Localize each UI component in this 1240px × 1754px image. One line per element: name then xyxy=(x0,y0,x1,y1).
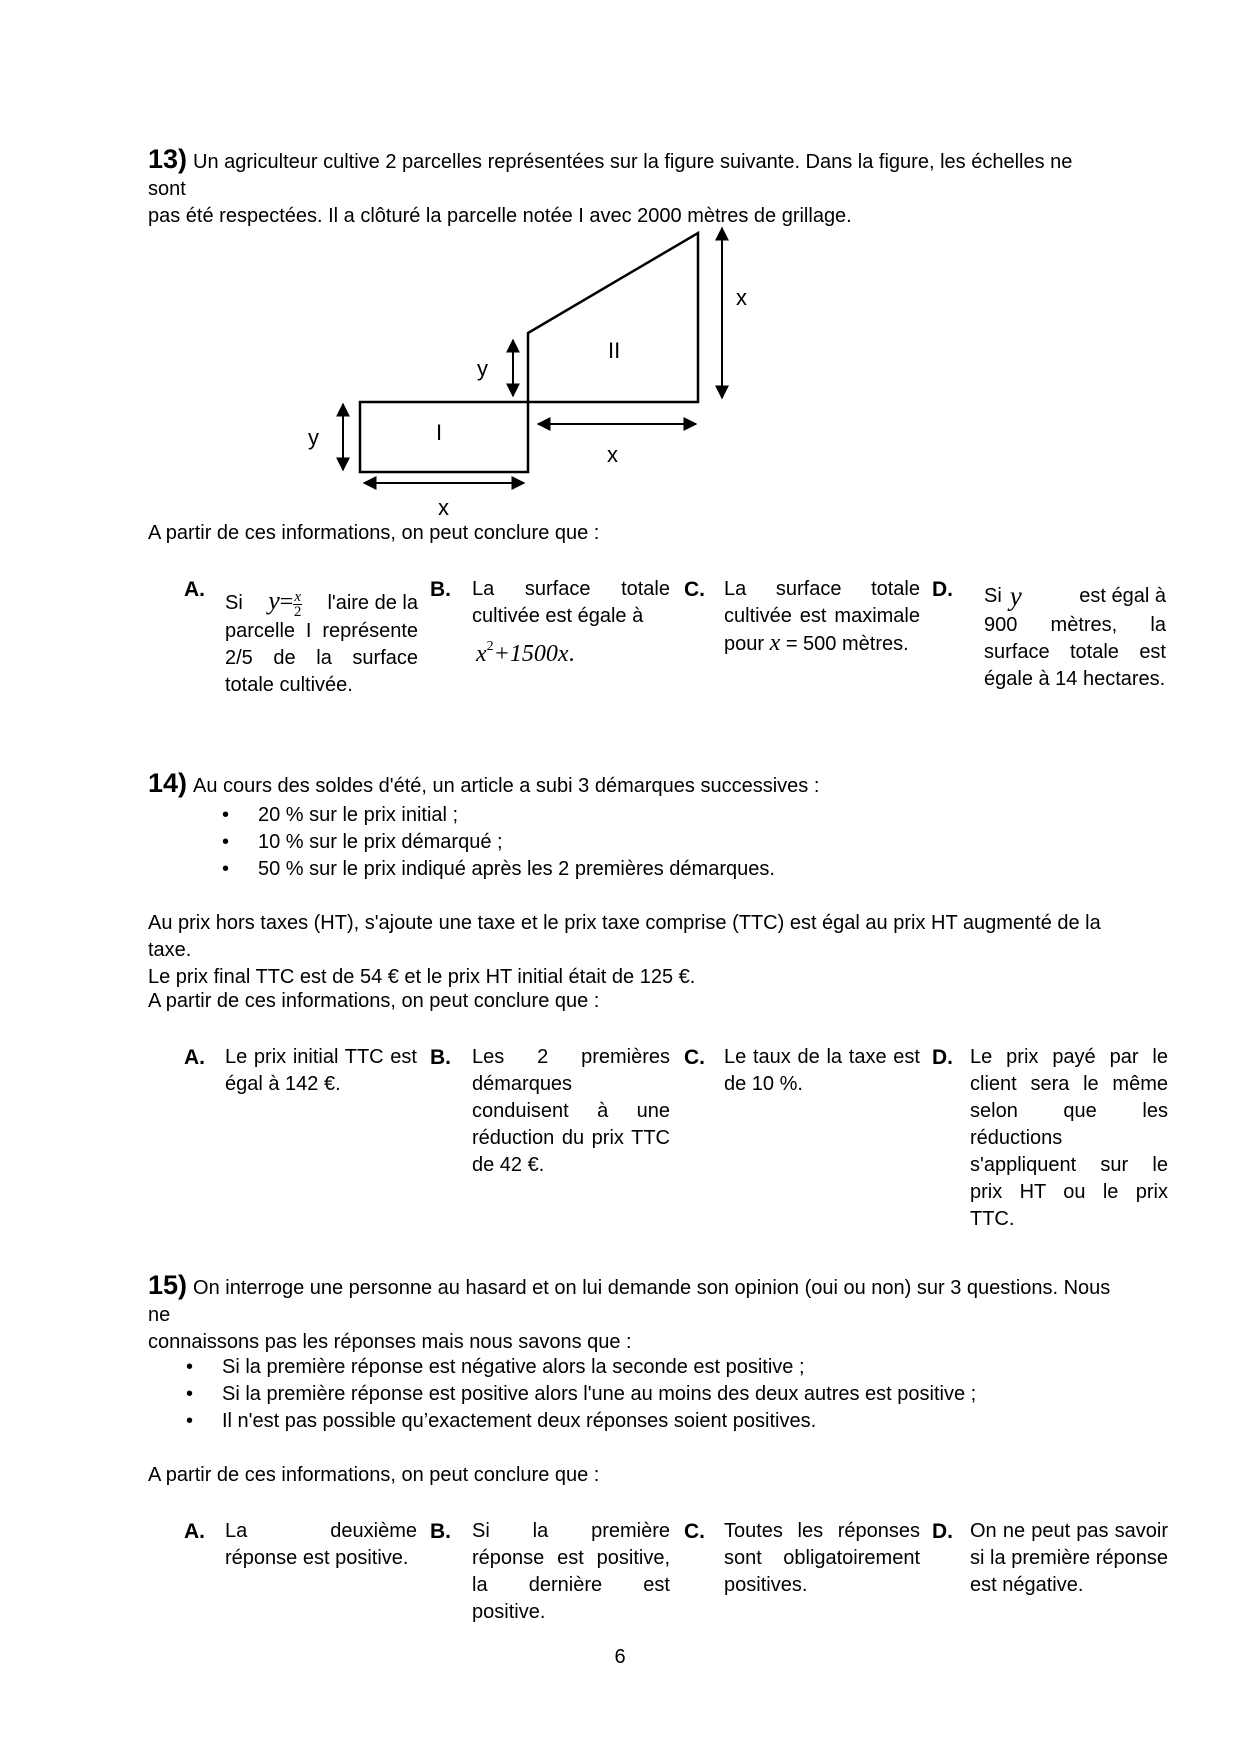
q15-bullet: • Si la première réponse est négative alors la seconde est positive ; xyxy=(186,1356,805,1378)
q14-bullet: • 10 % sur le prix démarqué ; xyxy=(222,831,503,853)
q14-bullet: • 50 % sur le prix indiqué après les 2 premières démarques. xyxy=(222,858,775,880)
q15-option-a[interactable]: La deuxième réponse est positive. xyxy=(225,1520,417,1569)
q13-option-d[interactable]: Si y est égal à 900 mètres, la surface totale est égale à 14 hectares. xyxy=(984,580,1166,690)
q15-line-1: 15) On interroge une personne au hasard et on lui demande son opinion (oui ou non) sur 3 questions. Nous ne xyxy=(148,1270,1111,1326)
q14-number: 14) xyxy=(148,768,188,798)
q15-bullet: • Si la première réponse est positive alors l'une au moins des deux autres est positive ; xyxy=(186,1383,977,1405)
q14-option-c-letter: C. xyxy=(684,1046,705,1069)
q14-option-d-letter: D. xyxy=(932,1046,953,1069)
q15-line-2: connaissons pas les réponses mais nous savons que : xyxy=(148,1331,632,1353)
q13-option-b[interactable]: La surface totale cultivée est égale à $x^2+1500x$. xyxy=(472,576,670,671)
label-y-step: y xyxy=(477,356,488,381)
q15-option-d-letter: D. xyxy=(932,1520,953,1543)
q14-conclude: A partir de ces informations, on peut conclure que : xyxy=(148,990,600,1012)
q15-conclude: A partir de ces informations, on peut conclure que : xyxy=(148,1464,600,1486)
q14-bullet: • 20 % sur le prix initial ; xyxy=(222,804,459,826)
page-number: 6 xyxy=(614,1646,626,1668)
q14-option-d[interactable]: Le prix payé par le client sera le même selon que les réductions s'appliquent sur le prix HT ou le prix TTC. xyxy=(970,1046,1168,1230)
q13-line-1: 13) Un agriculteur cultive 2 parcelles représentées sur la figure suivante. Dans la figure, les échelles ne sont xyxy=(148,144,1073,200)
q14-intro: 14) Au cours des soldes d'été, un article a subi 3 démarques successives : xyxy=(148,768,820,798)
fraction-x-over-2: $\frac{x}{2}$ xyxy=(293,588,302,620)
label-x-bottom: x xyxy=(438,495,449,520)
q13-option-a-letter: A. xyxy=(184,578,205,601)
q13-number: 13) xyxy=(148,144,188,174)
q15-statement xyxy=(148,1272,1128,1356)
q14-option-b[interactable]: Les 2 premières démarques conduisent à une réduction du prix TTC de 42 €. xyxy=(472,1046,670,1176)
q13-option-a[interactable]: Si y= $\frac{x}{2}$ l'aire de la parcelle I représente 2/5 de la surface totale cultivée. xyxy=(225,586,418,696)
q13-option-b-letter: B. xyxy=(430,578,451,601)
q15-bullet-list xyxy=(186,1354,977,1435)
q14-bullet-list xyxy=(222,802,775,883)
parcel-2-trapezoid xyxy=(528,233,698,402)
q15-bullet: • Il n'est pas possible qu’exactement deux réponses soient positives. xyxy=(186,1410,817,1432)
q13-figure xyxy=(0,0,1240,540)
q13-option-d-letter: D. xyxy=(932,578,953,601)
q14-tax-paragraph: Au prix hors taxes (HT), s'ajoute une taxe et le prix taxe comprise (TTC) est égal au prix HT augmenté de la taxe. Le prix final TTC est de 54 € et le prix HT initial était de 125 €. xyxy=(148,912,1101,988)
parcel-1-rect xyxy=(360,402,528,472)
q13-option-c-letter: C. xyxy=(684,578,705,601)
q14-option-a[interactable]: Le prix initial TTC est égal à 142 €. xyxy=(225,1046,417,1095)
q14-option-c[interactable]: Le taux de la taxe est de 10 %. xyxy=(724,1046,920,1095)
q15-option-a-letter: A. xyxy=(184,1520,205,1543)
label-parcel-1: I xyxy=(436,420,443,445)
q15-number: 15) xyxy=(148,1270,188,1300)
q15-option-b[interactable]: Si la première réponse est positive, la dernière est positive. xyxy=(472,1520,670,1623)
q15-option-d[interactable]: On ne peut pas savoir si la première réponse est négative. xyxy=(970,1520,1168,1596)
label-parcel-2: II xyxy=(608,338,621,363)
q14-option-a-letter: A. xyxy=(184,1046,205,1069)
q15-option-c-letter: C. xyxy=(684,1520,705,1543)
formula-x2-1500x: $x^2+1500x$. xyxy=(476,639,575,667)
q13-conclude: A partir de ces informations, on peut conclure que : xyxy=(148,522,600,544)
label-x-right: x xyxy=(607,442,618,467)
q13-line-2: pas été respectées. Il a clôturé la parcelle notée I avec 2000 mètres de grillage. xyxy=(148,205,852,227)
label-x-top: x xyxy=(736,285,747,310)
q15-option-b-letter: B. xyxy=(430,1520,451,1543)
q13-option-c[interactable]: La surface totale cultivée est maximale pour x = 500 mètres. xyxy=(724,578,920,656)
q15-option-c[interactable]: Toutes les réponses sont obligatoirement positives. xyxy=(724,1520,920,1596)
q14-option-b-letter: B. xyxy=(430,1046,451,1069)
label-y-left: y xyxy=(308,425,319,450)
